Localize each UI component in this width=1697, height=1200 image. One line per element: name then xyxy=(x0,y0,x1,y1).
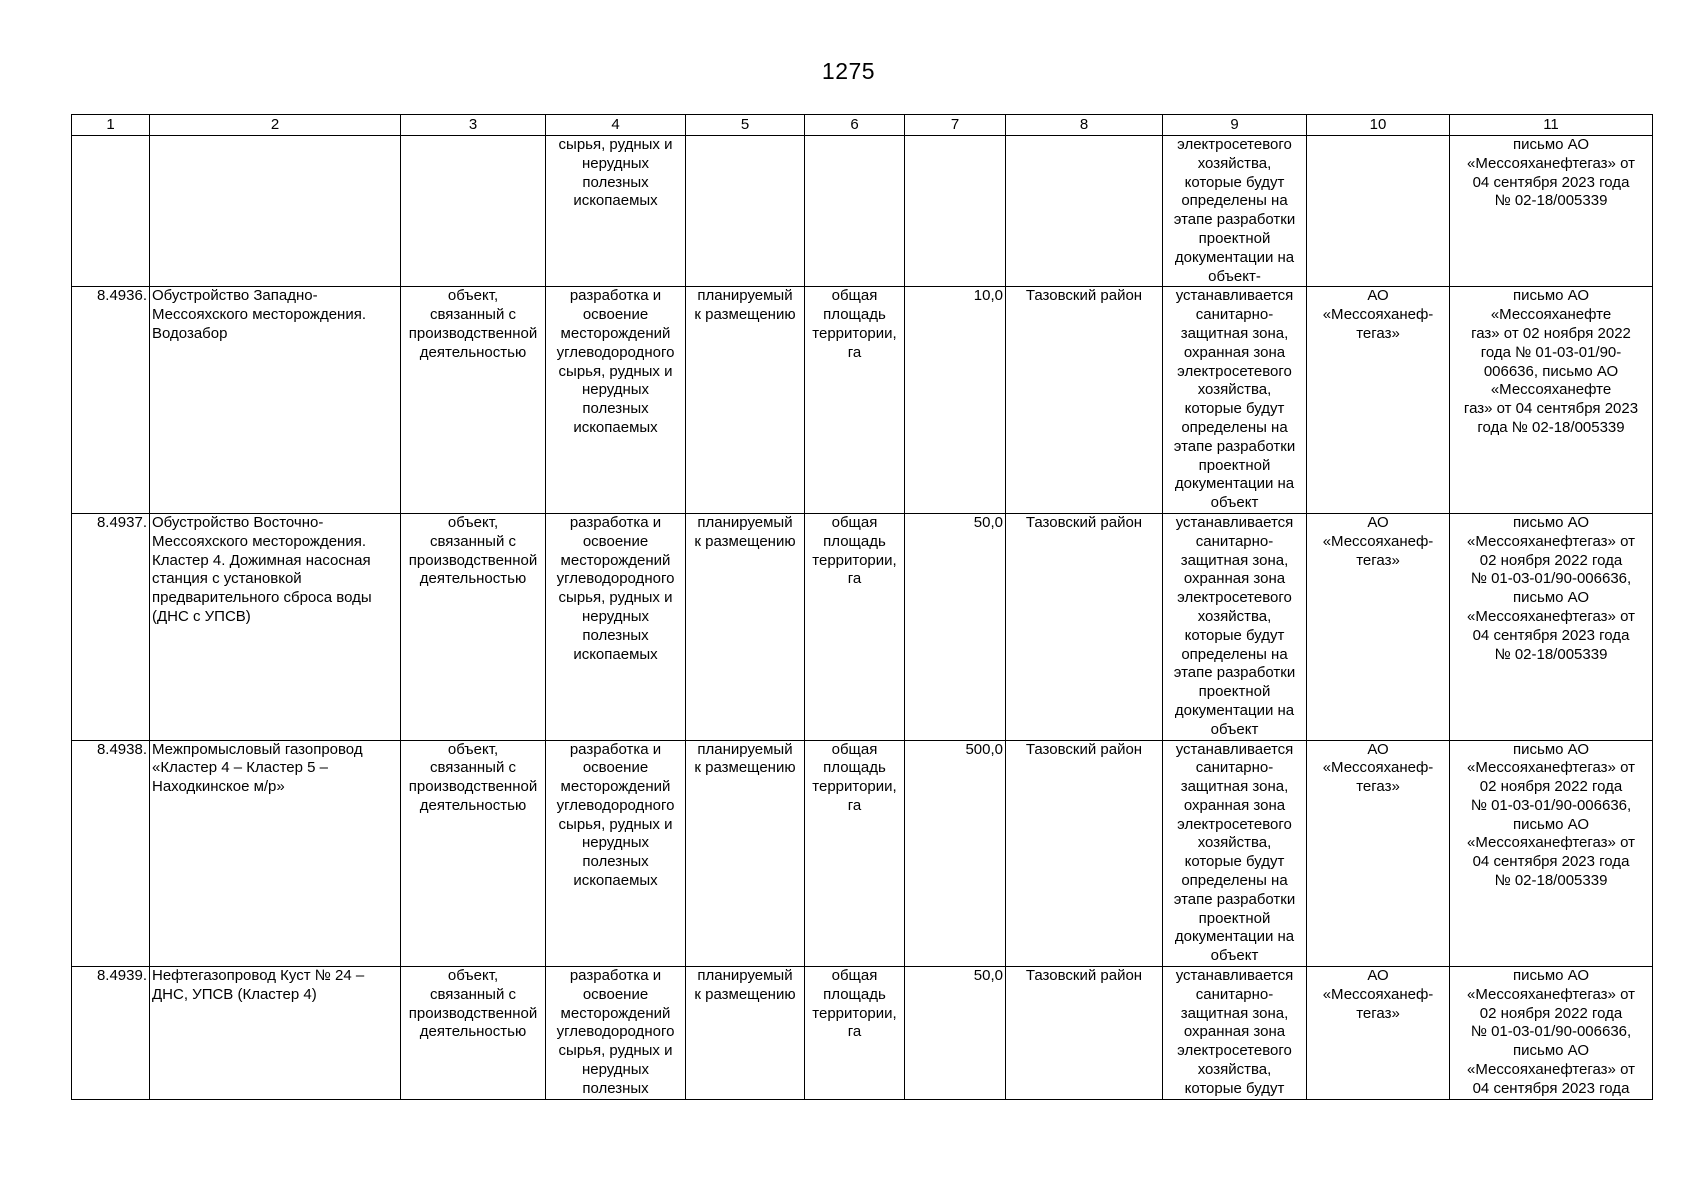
cell-basis: письмо АО «Мессояханефтегаз» от 02 ноября 2022 года № 01-03-01/90-006636, письмо АО «Мессояханефтегаз» от 04 сентября 2023 года № 02-18/005339 xyxy=(1450,513,1653,740)
cell-zones: устанавливается санитарно- защитная зона, охранная зона электросетевого хозяйства, которые будут определены на этапе разработки проектной документации на объект xyxy=(1163,740,1307,967)
cell-value: 50,0 xyxy=(905,967,1006,1100)
cell-status: планируемый к размещению xyxy=(686,740,805,967)
page-number: 1275 xyxy=(821,58,876,84)
cell-purpose: сырья, рудных и нерудных полезных ископаемых xyxy=(546,136,686,287)
cell-object-type: объект, связанный с производственной деятельностью xyxy=(401,740,546,967)
cell-characteristic: общая площадь территории, га xyxy=(805,967,905,1100)
column-header: 1 xyxy=(72,115,150,136)
column-header: 7 xyxy=(905,115,1006,136)
cell-value: 50,0 xyxy=(905,513,1006,740)
cell-organization: АО «Мессояханеф- тегаз» xyxy=(1307,740,1450,967)
column-header: 6 xyxy=(805,115,905,136)
cell-location: Тазовский район xyxy=(1006,967,1163,1100)
cell-zones: устанавливается санитарно- защитная зона, охранная зона электросетевого хозяйства, которые будут определены на этапе разработки проектной документации на объект xyxy=(1163,513,1307,740)
cell-characteristic: общая площадь территории, га xyxy=(805,287,905,514)
cell-status: планируемый к размещению xyxy=(686,513,805,740)
cell-organization: АО «Мессояханеф- тегаз» xyxy=(1307,967,1450,1100)
cell-location: Тазовский район xyxy=(1006,287,1163,514)
cell-zones: устанавливается санитарно- защитная зона, охранная зона электросетевого хозяйства, которые будут xyxy=(1163,967,1307,1100)
cell-basis: письмо АО «Мессояханефте газ» от 02 ноября 2022 года № 01-03-01/90- 006636, письмо АО «Мессояханефте газ» от 04 сентября 2023 года № 02-18/005339 xyxy=(1450,287,1653,514)
column-number-row xyxy=(72,115,1653,136)
table-cell xyxy=(805,136,905,287)
cell-zones: устанавливается санитарно- защитная зона, охранная зона электросетевого хозяйства, которые будут определены на этапе разработки проектной документации на объект xyxy=(1163,287,1307,514)
table-cell xyxy=(686,136,805,287)
table-cell xyxy=(401,136,546,287)
cell-number: 8.4937. xyxy=(72,513,150,740)
column-header: 8 xyxy=(1006,115,1163,136)
column-header: 5 xyxy=(686,115,805,136)
cell-status: планируемый к размещению xyxy=(686,287,805,514)
table-cell xyxy=(150,136,401,287)
continuation-row xyxy=(72,136,1653,287)
table-row xyxy=(72,513,1653,740)
column-header: 2 xyxy=(150,115,401,136)
cell-number: 8.4939. xyxy=(72,967,150,1100)
cell-basis: письмо АО «Мессояханефтегаз» от 02 ноября 2022 года № 01-03-01/90-006636, письмо АО «Мессояханефтегаз» от 04 сентября 2023 года xyxy=(1450,967,1653,1100)
table-cell xyxy=(1006,136,1163,287)
cell-purpose: разработка и освоение месторождений углеводородного сырья, рудных и нерудных полезных xyxy=(546,967,686,1100)
cell-location: Тазовский район xyxy=(1006,513,1163,740)
table-cell xyxy=(72,136,150,287)
table-row xyxy=(72,287,1653,514)
registry-table xyxy=(71,114,1653,1100)
cell-object-name: Обустройство Западно- Мессояхского месторождения. Водозабор xyxy=(150,287,401,514)
cell-basis: письмо АО «Мессояханефтегаз» от 04 сентября 2023 года № 02-18/005339 xyxy=(1450,136,1653,287)
cell-organization: АО «Мессояханеф- тегаз» xyxy=(1307,513,1450,740)
cell-object-name: Нефтегазопровод Куст № 24 – ДНС, УПСВ (Кластер 4) xyxy=(150,967,401,1100)
table-row xyxy=(72,740,1653,967)
column-header: 3 xyxy=(401,115,546,136)
cell-purpose: разработка и освоение месторождений углеводородного сырья, рудных и нерудных полезных ископаемых xyxy=(546,513,686,740)
cell-zones: электросетевого хозяйства, которые будут определены на этапе разработки проектной документации на объект- xyxy=(1163,136,1307,287)
cell-purpose: разработка и освоение месторождений углеводородного сырья, рудных и нерудных полезных ископаемых xyxy=(546,740,686,967)
cell-characteristic: общая площадь территории, га xyxy=(805,513,905,740)
table-cell xyxy=(1307,136,1450,287)
column-header: 9 xyxy=(1163,115,1307,136)
cell-status: планируемый к размещению xyxy=(686,967,805,1100)
cell-object-type: объект, связанный с производственной деятельностью xyxy=(401,513,546,740)
cell-characteristic: общая площадь территории, га xyxy=(805,740,905,967)
column-header: 4 xyxy=(546,115,686,136)
table-row xyxy=(72,967,1653,1100)
cell-object-type: объект, связанный с производственной деятельностью xyxy=(401,967,546,1100)
column-header: 10 xyxy=(1307,115,1450,136)
cell-number: 8.4936. xyxy=(72,287,150,514)
cell-organization: АО «Мессояханеф- тегаз» xyxy=(1307,287,1450,514)
column-header: 11 xyxy=(1450,115,1653,136)
cell-object-type: объект, связанный с производственной деятельностью xyxy=(401,287,546,514)
cell-number: 8.4938. xyxy=(72,740,150,967)
cell-location: Тазовский район xyxy=(1006,740,1163,967)
cell-value: 10,0 xyxy=(905,287,1006,514)
table-cell xyxy=(905,136,1006,287)
cell-value: 500,0 xyxy=(905,740,1006,967)
cell-purpose: разработка и освоение месторождений углеводородного сырья, рудных и нерудных полезных ископаемых xyxy=(546,287,686,514)
cell-object-name: Обустройство Восточно- Мессояхского месторождения. Кластер 4. Дожимная насосная станция с установкой предварительного сброса воды (ДНС с УПСВ) xyxy=(150,513,401,740)
cell-object-name: Межпромысловый газопровод «Кластер 4 – Кластер 5 – Находкинское м/р» xyxy=(150,740,401,967)
cell-basis: письмо АО «Мессояханефтегаз» от 02 ноября 2022 года № 01-03-01/90-006636, письмо АО «Мессояханефтегаз» от 04 сентября 2023 года № 02-18/005339 xyxy=(1450,740,1653,967)
